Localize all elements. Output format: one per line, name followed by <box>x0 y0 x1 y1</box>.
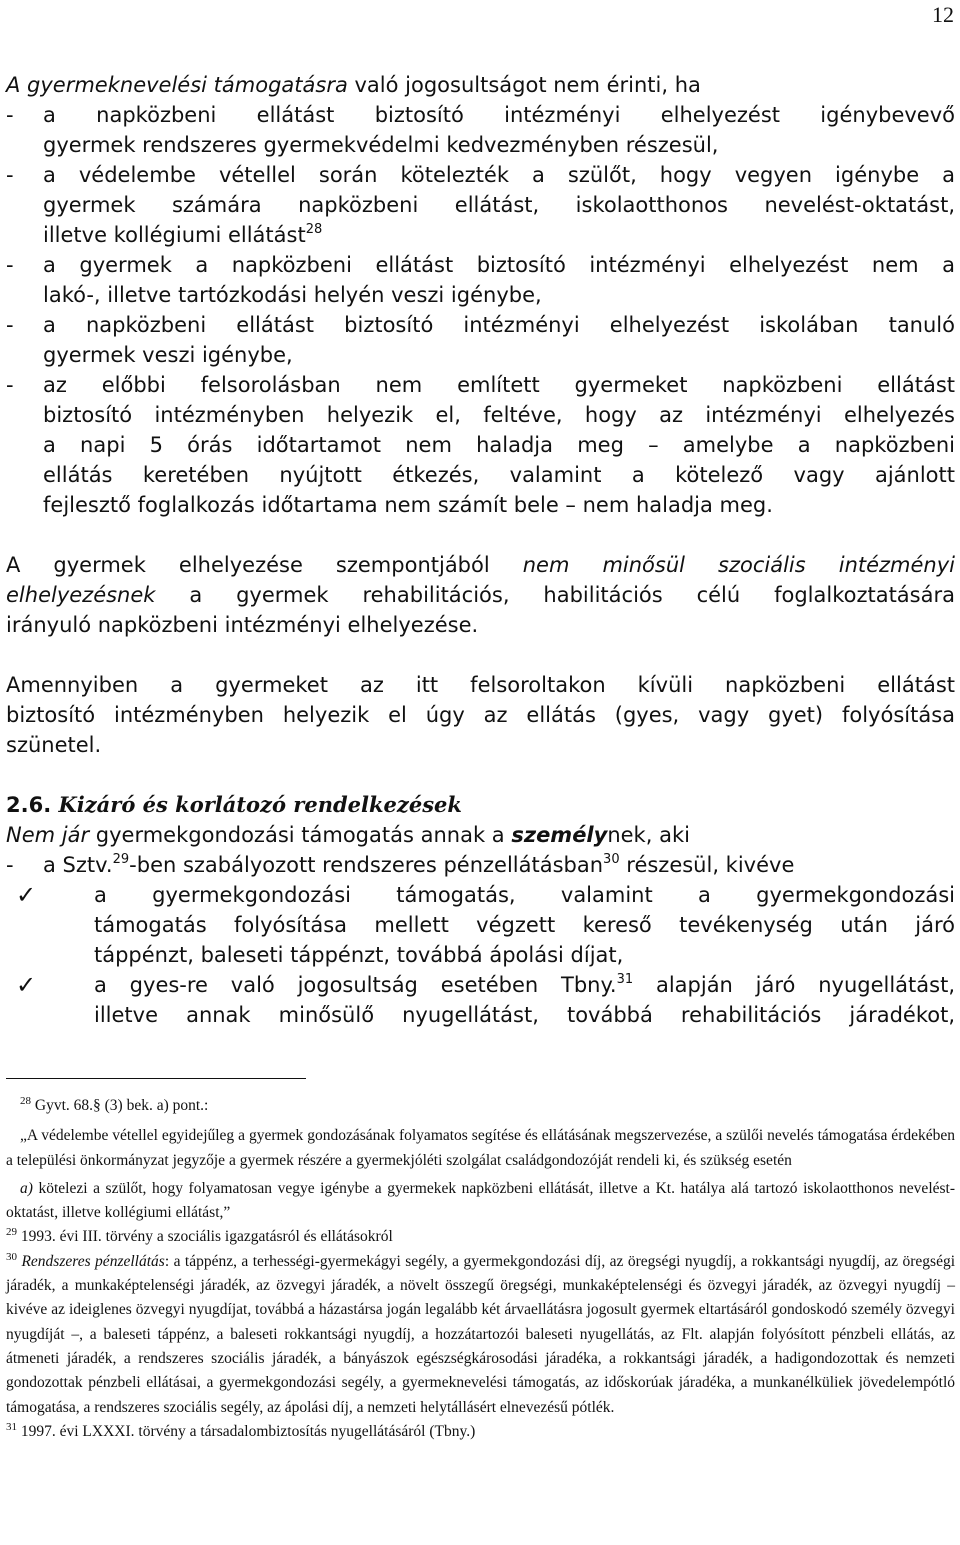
list-line: a napi 5 órás időtartamot nem haladja meg – amelybe a napközbeni <box>43 433 955 457</box>
checkmark-icon: ✓ <box>16 971 37 999</box>
footnote-ref-28[interactable]: 28 <box>305 222 323 237</box>
footnote-28-point-a <box>6 1177 955 1226</box>
section-title: Kizáró és korlátozó rendelkezések <box>58 792 462 817</box>
footnote-separator <box>6 1078 306 1079</box>
main-text <box>6 70 955 1030</box>
dash-bullet: - <box>6 103 14 127</box>
footnote-label: Rendszeres pénzellátás <box>21 1252 165 1270</box>
list-item <box>6 850 955 880</box>
text-run: részesül, kivéve <box>619 853 795 877</box>
list-line: a napközbeni ellátást biztosító intézményi elhelyezést igénybevevő <box>43 103 955 127</box>
footnote-ref-31[interactable]: 31 <box>616 972 634 987</box>
footnote-text: 1993. évi III. törvény a szociális igazgatásról és ellátásokról <box>20 1228 393 1246</box>
list-line: ellátás keretében nyújtott étkezés, valamint a kötelező vagy ajánlott <box>43 463 955 487</box>
list-item <box>6 370 955 400</box>
footnote-label: a) <box>20 1179 33 1197</box>
list-line: a védelembe vétellel során kötelezték a szülőt, hogy vegyen igénybe a <box>43 163 955 187</box>
text-run: A gyermek elhelyezése szempontjából <box>6 553 523 577</box>
text-run: nek, aki <box>607 823 690 847</box>
section-intro <box>6 820 955 850</box>
text-run-italic: elhelyezésnek <box>6 583 156 607</box>
list-line: lakó-, illetve tartózkodási helyén veszi igénybe, <box>43 283 542 307</box>
text-run: gyermekgondozási támogatás annak a <box>89 823 512 847</box>
footnote-text: Gyvt. 68.§ (3) bek. a) pont.: <box>34 1097 209 1114</box>
list-line: támogatás folyósítása mellett végzett kereső tevékenység után járó <box>94 913 955 937</box>
placement-paragraph-line: irányuló napközbeni intézményi elhelyezése. <box>6 613 479 637</box>
list-item <box>6 310 955 340</box>
footnote-text: : a táppénz, a terhességi-gyermekágyi segély, a gyermekgondozási díj, az öregségi nyugdíj, a rokkantsági nyugdíj, az öregségi járadék, a munkaképtelenségi járadék, az özvegyi járadék, a növelt összegű öregségi, munkaképtelenségi és özvegyi járadék, az özvegyi nyugdíj – kivéve az ideiglenes özvegyi nyugdíjat, továbbá a házastársa jogán legalább két árvaellátásra jogosult gyermek eltartásáról gondoskodó személy özvegyi nyugdíját –, a baleseti táppénz, a baleseti rokkantsági nyugdíj, a hozzátartozói baleseti nyugellátás, az Flt. alapján folyósított pénzbeli ellátás, az átmeneti járadék, a rendszeres szociális járadék, a bányászok egészségkárosodási járadéka, a rokkantsági járadék, a hadigondozottak és nemzeti gondozottak pénzbeli ellátásai, a gyermekgondozási segély, a gyermeknevelési támogatás, az időskorúak járadéka, a munkanélküliek jövedelempótló támogatása, a rendszeres szociális segély, az ápolási díj, a nemzeti helytállásért elnevezésű pótlék. <box>6 1252 956 1416</box>
footnote-text: 1997. évi LXXXI. törvény a társadalombiztosítás nyugellátásáról (Tbny.) <box>20 1422 476 1440</box>
footnote-text: kötelezi a szülőt, hogy folyamatosan vegye igénybe a gyermekek napközbeni ellátását, illetve a Kt. hatálya alá tartozó iskolaotthonos nevelést-oktatást, illetve kollégiumi ellátást,” <box>6 1179 955 1222</box>
list-item <box>6 160 955 190</box>
dash-bullet: - <box>6 253 14 277</box>
list-line: a gyermekgondozási támogatás, valamint a gyermekgondozási <box>94 883 955 907</box>
checkmark-icon: ✓ <box>16 881 37 909</box>
list-line-text: illetve kollégiumi ellátást <box>43 223 306 247</box>
list-line: illetve annak minősülő nyugellátást, továbbá rehabilitációs járadékot, <box>94 1003 955 1027</box>
footnote-number: 31 <box>6 1420 17 1433</box>
footnote-28-quote <box>6 1124 955 1173</box>
suspension-paragraph-line: Amennyiben a gyermeket az itt felsoroltakon kívüli napközbeni ellátást <box>6 673 955 697</box>
text-run: alapján járó nyugellátást, <box>633 973 956 997</box>
text-run: a gyes-re való jogosultság esetében Tbny. <box>94 973 617 997</box>
text-run: a Sztv. <box>43 853 113 877</box>
dash-bullet: - <box>6 373 14 397</box>
dash-bullet: - <box>6 853 14 877</box>
footnote-number: 28 <box>20 1095 31 1107</box>
footnote-number: 29 <box>6 1226 17 1239</box>
list-line: gyermek rendszeres gyermekvédelmi kedvezményben részesül, <box>43 133 719 157</box>
list-item <box>6 100 955 130</box>
list-line <box>94 970 955 1000</box>
list-line-with-footnote <box>6 220 955 250</box>
list-line: fejlesztő foglalkozás időtartama nem számít bele – nem haladja meg. <box>43 493 773 517</box>
footnote-text: „A védelembe vétellel egyidejűleg a gyermek gondozásának folyamatos segítése és ellátásának megszervezése, a szülői nevelés támogatása érdekében a települési önkormányzat jegyzője a gyermek részére a gyermekjóléti szolgálat családgondozóját rendeli ki, és szükség esetén <box>6 1127 955 1169</box>
gyn-intro <box>6 70 955 100</box>
list-line: biztosító intézményben helyezik el, feltéve, hogy az intézményi elhelyezés <box>43 403 955 427</box>
list-item <box>6 250 955 280</box>
footnote-31 <box>6 1420 955 1444</box>
check-list-item <box>6 880 955 970</box>
text-run-bold: személy <box>511 823 608 847</box>
footnote-29 <box>6 1225 955 1249</box>
footnote-30 <box>6 1250 955 1420</box>
dash-bullet: - <box>6 163 14 187</box>
list-line: gyermek számára napközbeni ellátást, iskolaotthonos nevelést-oktatást, <box>43 193 955 217</box>
footnote-28 <box>6 1094 955 1118</box>
footnote-ref-30[interactable]: 30 <box>603 852 620 867</box>
dash-bullet: - <box>6 313 14 337</box>
text-run-italic: Nem jár <box>6 823 90 847</box>
text-run: a gyermek rehabilitációs, habilitációs célú foglalkoztatására <box>155 583 955 607</box>
gyn-intro-rest: való jogosultságot nem érinti, ha <box>347 73 701 97</box>
suspension-paragraph-line: szünetel. <box>6 733 102 757</box>
text-run-italic: nem minősül szociális intézményi <box>522 553 955 577</box>
list-line: az előbbi felsorolásban nem említett gyermeket napközbeni ellátást <box>43 373 955 397</box>
suspension-paragraph-line: biztosító intézményben helyezik el úgy az ellátás (gyes, vagy gyet) folyósítása <box>6 703 955 727</box>
list-line: a napközbeni ellátást biztosító intézményi elhelyezést iskolában tanuló <box>43 313 955 337</box>
page-number: 12 <box>932 2 954 27</box>
footnote-ref-29[interactable]: 29 <box>112 852 130 867</box>
text-run: -ben szabályozott rendszeres pénzellátásban <box>129 853 604 877</box>
list-line: gyermek veszi igénybe, <box>43 343 293 367</box>
gyn-intro-italic: A gyermeknevelési támogatásra <box>6 73 348 97</box>
placement-paragraph-line <box>6 580 955 610</box>
section-heading <box>6 790 955 820</box>
section-number: 2.6. <box>6 793 52 817</box>
list-line: a gyermek a napközbeni ellátást biztosító intézményi elhelyezést nem a <box>43 253 955 277</box>
footnotes <box>6 1094 955 1444</box>
list-line: táppénzt, baleseti táppénzt, továbbá ápolási díjat, <box>94 943 624 967</box>
placement-paragraph-line <box>6 550 955 580</box>
check-list-item <box>6 970 955 1030</box>
footnote-number: 30 <box>6 1250 17 1263</box>
